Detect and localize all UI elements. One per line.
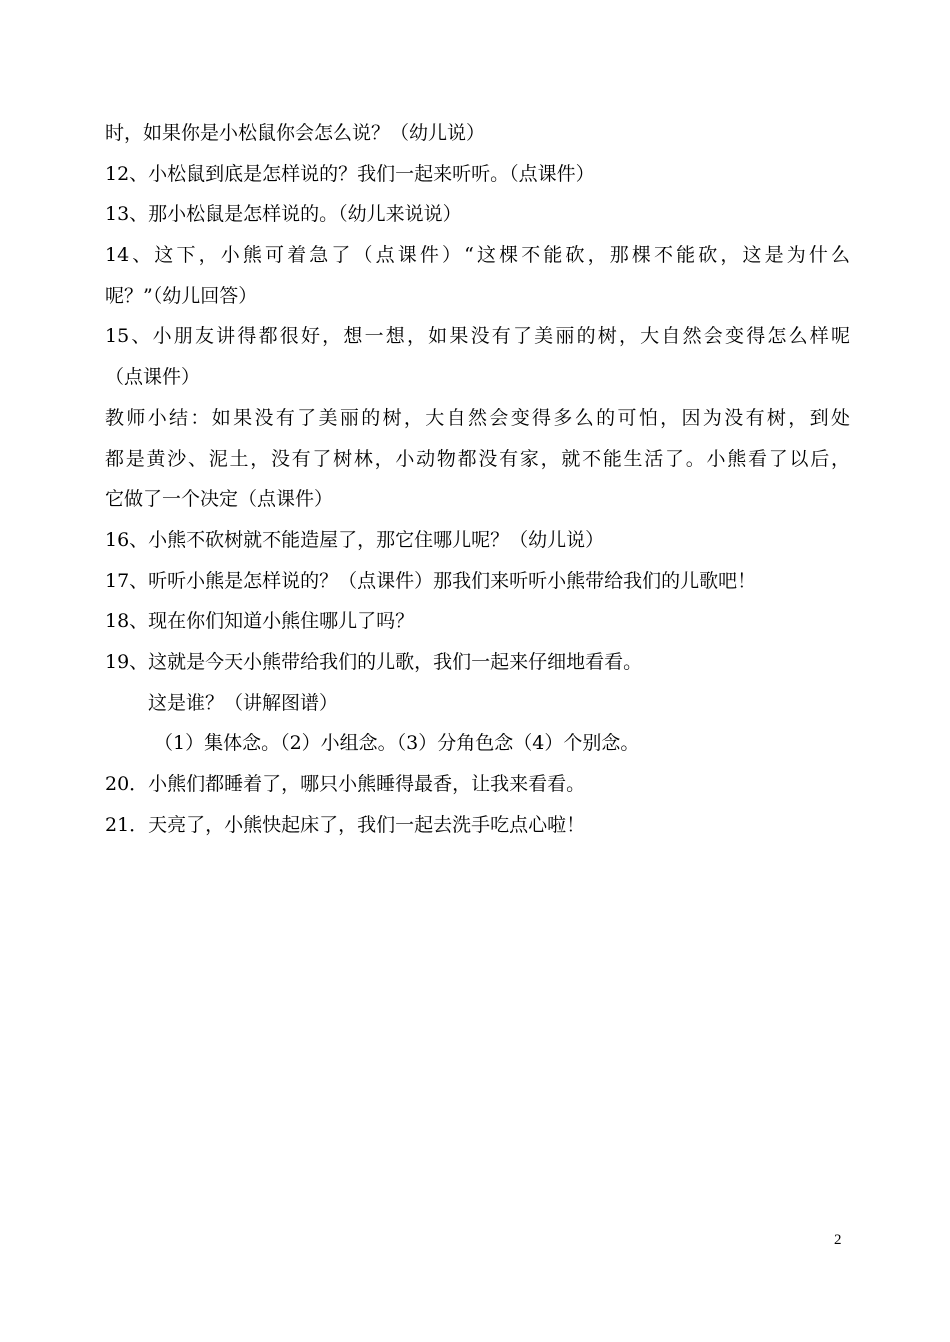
text-line-11: 16、小熊不砍树就不能造屋了，那它住哪儿呢？（幼儿说）	[105, 528, 605, 551]
text-line-7: （点课件）	[105, 366, 201, 389]
text-line-16: （1）集体念。（2）小组念。（3）分角色念（4）个别念。	[154, 732, 640, 755]
text-line-1: 时，如果你是小松鼠你会怎么说？（幼儿说）	[105, 122, 486, 144]
text-line-17: 20．小熊们都睡着了，哪只小熊睡得最香，让我来看看。	[105, 773, 586, 795]
page-number: 2	[834, 1232, 842, 1248]
text-line-2: 12、小松鼠到底是怎样说的？我们一起来听听。（点课件）	[105, 162, 595, 185]
text-line-8: 教师小结：如果没有了美丽的树，大自然会变得多么的可怕，因为没有树，到处	[105, 406, 850, 429]
text-line-4: 14、这下，小熊可着急了（点课件）“这棵不能砍，那棵不能砍，这是为什么	[105, 244, 850, 267]
text-line-6: 15、小朋友讲得都很好，想一想，如果没有了美丽的树，大自然会变得怎么样呢	[105, 325, 850, 348]
text-line-9: 都是黄沙、泥土，没有了树林，小动物都没有家，就不能生活了。小熊看了以后，	[105, 447, 850, 470]
text-line-3: 13、那小松鼠是怎样说的。（幼儿来说说）	[105, 203, 462, 226]
text-line-18: 21．天亮了，小熊快起床了，我们一起去洗手吃点心啦！	[105, 813, 586, 836]
text-line-14: 19、这就是今天小熊带给我们的儿歌，我们一起来仔细地看看。	[105, 650, 643, 673]
document-body	[105, 113, 850, 845]
text-line-10: 它做了一个决定（点课件）	[105, 488, 334, 511]
text-line-12: 17、听听小熊是怎样说的？（点课件）那我们来听听小熊带给我们的儿歌吧！	[105, 569, 757, 592]
text-line-13: 18、现在你们知道小熊住哪儿了吗？	[105, 610, 415, 633]
text-line-15: 这是谁？（讲解图谱）	[148, 691, 339, 714]
text-line-5: 呢？”（幼儿回答）	[105, 284, 258, 307]
